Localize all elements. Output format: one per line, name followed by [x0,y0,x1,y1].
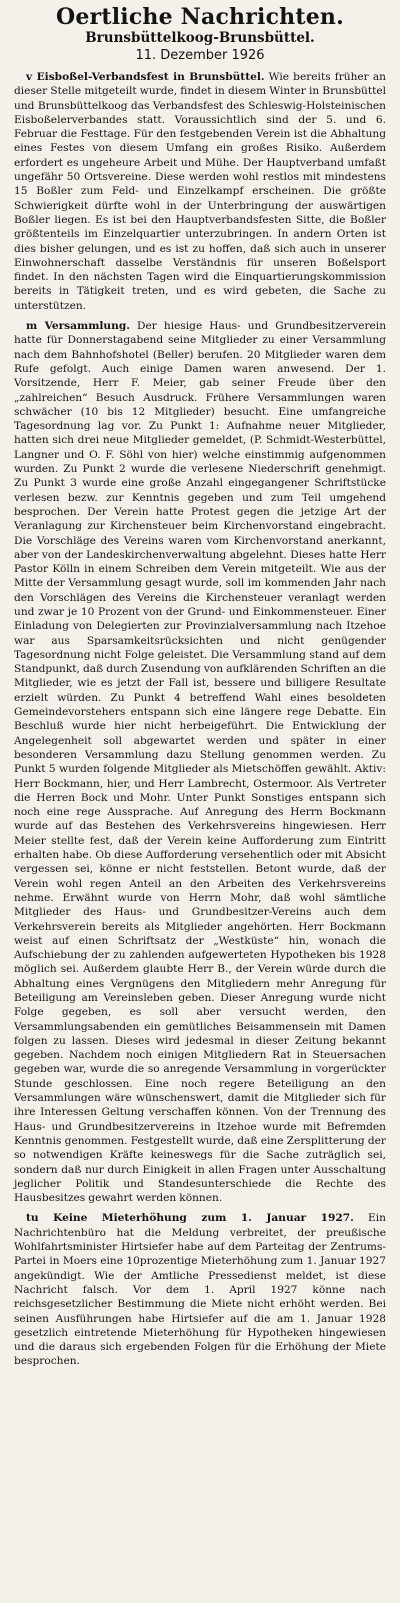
article-body: Der hiesige Haus- und Grundbesitzerverein hatte für Donnerstagabend seine Mitglieder zu einer Versammlung nach dem Bahnhofshotel (Beller) berufen. 20 Mitglieder waren dem Rufe gefolgt. Auch einige Damen waren anwesend. Der 1. Vorsitzende, Herr F. Meier, gab seiner Freude über den „zahlreichen“ Besuch Ausdruck. Frühere Versammlungen waren schwächer (10 bis 12 Mitglieder) besucht. Eine umfangreiche Tagesordnung lag vor. Zu Punkt 1: Aufnahme neuer Mitglieder, hatten sich drei neue Mitglieder gemeldet, (P. Schmidt-Westerbüttel, Langner und O. F. Söhl von hier) welche einstimmig aufgenommen wurden. Zu Punkt 2 wurde die verlesene Niederschrift genehmigt. Zu Punkt 3 wurde eine große Anzahl eingegangener Schriftstücke verlesen bezw. zur Kenntnis gegeben und zum Teil umgehend besprochen. Der Verein hatte Protest gegen die jetzige Art der Veranlagung zur Kirchensteuer beim Kirchenvorstand eingebracht. Die Vorschläge des Vereins waren vom Kirchenvorstand anerkannt, aber von der Landeskirchenverwaltung abgelehnt. Dieses hatte Herr Pastor Kölln in einem Schreiben dem Verein mitgeteilt. Wie aus der Mitte der Versammlung gesagt wurde, soll im kommenden Jahr nach den Vorschlägen des Vereins die Kirchensteuer veranlagt werden und zwar je 10 Prozent von der Grund- und Einkommensteuer. Einer Einladung von Delegierten zur Provinzialversammlung nach Itzehoe war aus Sparsamkeitsrücksichten und nicht genügender Tagesordnung nicht Folge geleistet. Die Versammlung stand auf dem Standpunkt, daß durch Zusendung von aufklärenden Schriften an die Mitglieder, wie es jetzt der Fall ist, bessere und billigere Resultate erzielt würden. Zu Punkt 4 betreffend Wahl eines besoldeten Gemeindevorstehers entspann sich eine längere rege Debatte. Ein Beschluß wurde hier nicht herbeigeführt. Die Entwicklung der Angelegenheit soll abgewartet werden und später in einer besonderen Versammlung dazu Stellung genommen werden. Zu Punkt 5 wurden folgende Mitglieder als Mietschöffen gewählt. Aktiv: Herr Bockmann, hier, und Herr Lambrecht, Ostermoor. Als Vertreter die Herren Bock und Mohr. Unter Punkt Sonstiges entspann sich noch eine rege Aussprache. Auf Anregung des Herrn Bockmann wurde auf das Bestehen des Verkehrsvereins hingewiesen. Herr Meier stellte fest, daß der Verein keine Aufforderung zum Eintritt erhalten habe. Ob diese Aufforderung versehentlich oder mit Absicht vergessen sei, könne er nicht feststellen. Betont wurde, daß der Verein wohl regen Anteil an den Arbeiten des Verkehrsvereins nehme. Erwähnt wurde von Herrn Mohr, daß wohl sämtliche Mitglieder des Haus- und Grundbesitzer-Vereins auch dem Verkehrsverein bereits als Mitglieder angehörten. Herr Bockmann weist auf einen Schriftsatz der „Westküste“ hin, wonach die Aufschiebung der zu zahlenden aufgewerteten Hypotheken bis 1928 möglich sei. Außerdem glaubte Herr B., der Verein würde durch die Abhaltung eines Vergnügens den Mitgliedern mehr Anregung für Beteiligung am Vereinsleben geben. Dieser Anregung wurde nicht Folge gegeben, es soll aber versucht werden, den Versammlungsabenden ein gemütliches Beisammensein mit Damen folgen zu lassen. Dieses wird jedesmal in dieser Zeitung bekannt gegeben. Nachdem noch einigen Mitgliedern Rat in Steuersachen gegeben war, wurde die so anregende Versammlung in vorgerückter Stunde geschlossen. Eine noch regere Beteiligung an den Versammlungen wäre wünschenswert, damit die Mitglieder sich für ihre Interessen Geltung verschaffen können. Von der Trennung des Haus- und Grundbesitzervereins in Itzehoe wurde mit Befremden Kenntnis genommen. Festgestellt wurde, daß eine Zersplitterung der so notwendigen Kräfte keineswegs für die Sache zuträglich sei, sondern daß nur durch Einigkeit in allen Fragen unter Ausschaltung jeglicher Politik und Standesunterschiede die Rechte des Hausbesitzes gewahrt werden können. [14,320,387,1205]
section-date: 11. Dezember 1926 [135,48,265,63]
article-mieterhoehung [14,1211,386,1368]
article-headline: m Versammlung. [26,320,130,333]
section-place: Brunsbüttelkoog-Brunsbüttel. [85,30,315,46]
article-body: Wie bereits früher an dieser Stelle mitgeteilt wurde, findet in diesem Winter in Brunsbüttel und Brunsbüttelkoog das Verbandsfest des Schleswig-Holsteinischen Eisboßelerverbandes statt. Voraussichtlich sind der 5. und 6. Februar die Festtage. Für den festgebenden Verein ist die Abhaltung eines Festes von diesem Umfang ein großes Risiko. Außerdem erfordert es ungeheure Arbeit und Mühe. Der Hauptverband umfaßt ungefähr 50 Ortsvereine. Diese werden wohl restlos mit mindestens 15 Boßler zum Feld- und Einzelkampf erscheinen. Die größte Schwierigkeit dürfte wohl in der Unterbringung der auswärtigen Boßler liegen. Es ist bei den Hauptverbandsfesten Sitte, die Boßler größtenteils im Einzelquartier unterzubringen. In andern Orten ist dies bisher gelungen, und es ist zu hoffen, daß sich auch in unserer Einwohnerschaft dasselbe Verständnis für unseren Boßelsport findet. In den nächsten Tagen wird die Einquartierungskommission bereits in Tätigkeit treten, und es wird gebeten, die Sache zu unterstützen. [14,71,387,312]
article-body: Ein Nachrichtenbüro hat die Meldung verbreitet, der preußische Wohlfahrtsminister Hirtsiefer habe auf dem Parteitag der Zentrums-Partei in Moers eine 10prozentige Mieterhöhung zum 1. Januar 1927 angekündigt. Wie der Amtliche Pressedienst meldet, ist diese Nachricht falsch. Vor dem 1. April 1927 könne nach reichsgesetzlicher Bestimmung die Miete nicht erhöht werden. Bei seinen Ausführungen habe Hirtsiefer auf die am 1. Januar 1928 gesetzlich eintretende Mieterhöhung für Hypotheken hingewiesen und die daraus sich ergebenden Folgen für die Erhöhung der Miete besprochen. [14,1212,386,1368]
section-title: Oertliche Nachrichten. [56,4,344,30]
article-versammlung [14,319,386,1205]
article-eisbosselfest [14,70,386,313]
article-headline: v Eisboßel-Verbandsfest in Brunsbüttel. [26,71,265,83]
article-headline: tu Keine Mieterhöhung zum 1. Januar 1927. [26,1212,354,1225]
